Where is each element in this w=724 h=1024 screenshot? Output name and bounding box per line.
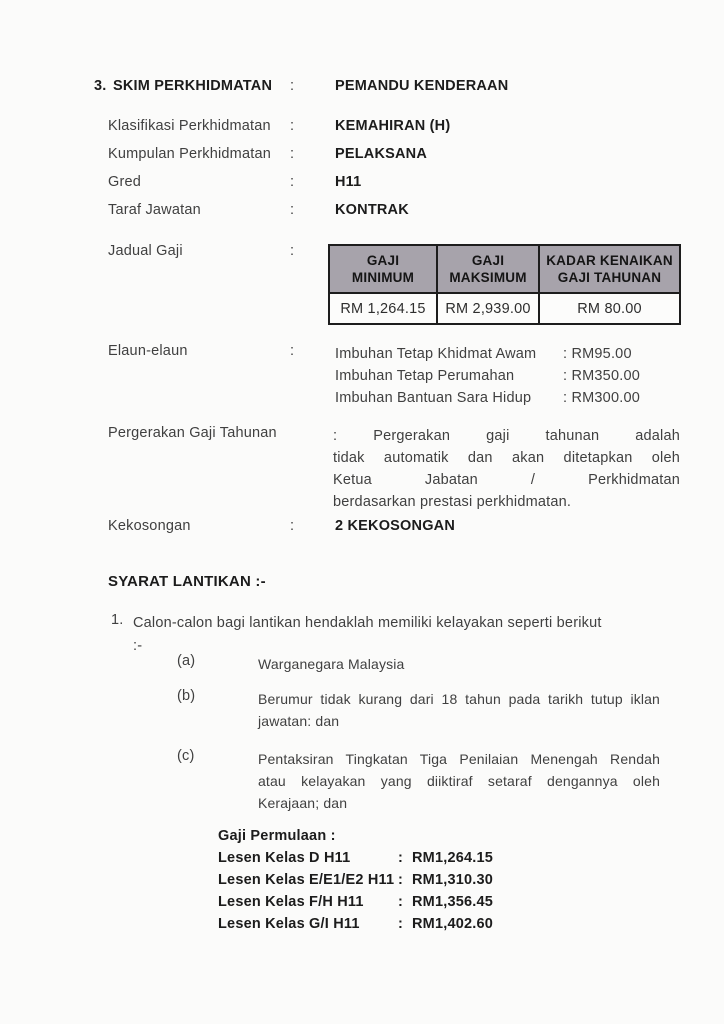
header-line: GAJI TAHUNAN xyxy=(557,270,662,285)
header-line: KADAR KENAIKAN xyxy=(546,253,673,268)
field-row-klasifikasi xyxy=(108,118,686,134)
field-row-gred xyxy=(108,174,686,190)
skim-label: SKIM PERKHIDMATAN xyxy=(113,78,273,94)
header-line: MINIMUM xyxy=(351,270,415,285)
allowance-amount: RM300.00 xyxy=(571,390,640,406)
licence-salary: RM1,264.15 xyxy=(412,850,493,866)
field-row-kumpulan xyxy=(108,146,686,162)
salary-table-row xyxy=(329,293,680,324)
licence-salary: RM1,310.30 xyxy=(412,872,493,888)
allowance-item xyxy=(335,343,640,365)
field-value: KONTRAK xyxy=(335,202,409,218)
allowance-name: Imbuhan Bantuan Sara Hidup xyxy=(335,390,532,406)
field-label: Klasifikasi Perkhidmatan xyxy=(108,118,271,134)
salary-min-value: RM 1,264.15 xyxy=(329,293,437,324)
appointment-conditions-heading: SYARAT LANTIKAN :- xyxy=(108,573,266,590)
colon-separator: : xyxy=(563,390,568,406)
colon-separator: : xyxy=(398,850,404,866)
paragraph-line: : Pergerakan gaji tahunan adalah xyxy=(333,428,680,444)
colon-separator: : xyxy=(290,243,295,259)
licence-class: Lesen Kelas E/E1/E2 H11 xyxy=(218,872,395,888)
field-label: Jadual Gaji xyxy=(108,243,183,259)
allowance-item xyxy=(335,365,640,387)
sub-item-marker-c: (c) xyxy=(177,748,195,764)
allowance-item xyxy=(335,387,640,409)
sub-item-c xyxy=(258,748,660,814)
field-label-pergerakan: Pergerakan Gaji Tahunan xyxy=(108,425,277,441)
sub-item-line: Pentaksiran Tingkatan Tiga Penilaian Menengah Rendah xyxy=(258,751,660,767)
colon-separator: : xyxy=(290,202,295,218)
field-row-kekosongan xyxy=(108,518,686,534)
vacancy-value: 2 KEKOSONGAN xyxy=(335,518,456,534)
field-row-skim xyxy=(94,78,686,94)
paragraph-line: berdasarkan prestasi perkhidmatan. xyxy=(333,494,572,510)
sub-item-marker-a: (a) xyxy=(177,653,196,669)
salary-table xyxy=(328,244,681,325)
colon-separator: : xyxy=(290,174,295,190)
colon-separator: : xyxy=(290,118,295,134)
sub-item-line: Warganegara Malaysia xyxy=(258,656,405,672)
starting-salary-row xyxy=(218,891,493,913)
sub-item-marker-b: (b) xyxy=(177,688,196,704)
field-row-taraf xyxy=(108,202,686,218)
field-value: PELAKSANA xyxy=(335,146,428,162)
field-label: Kekosongan xyxy=(108,518,191,534)
starting-salary-heading: Gaji Permulaan : xyxy=(218,828,336,844)
colon-separator: : xyxy=(398,872,404,888)
field-label: Taraf Jawatan xyxy=(108,202,201,218)
section-number: 3. xyxy=(94,78,107,94)
paragraph-line: tidak automatik dan akan ditetapkan oleh xyxy=(333,450,680,466)
sub-item-line: Berumur tidak kurang dari 18 tahun pada tarikh tutup iklan xyxy=(258,691,660,707)
allowance-list xyxy=(335,343,640,409)
starting-salary-block xyxy=(218,825,493,935)
colon-separator: : xyxy=(398,916,404,932)
sub-item-b xyxy=(258,688,660,732)
annual-increment-paragraph xyxy=(333,425,680,513)
allowance-name: Imbuhan Tetap Khidmat Awam xyxy=(335,346,537,362)
header-line: GAJI xyxy=(366,253,400,268)
sub-item-line: jawatan: dan xyxy=(258,713,340,729)
field-label: Elaun-elaun xyxy=(108,343,188,359)
salary-col-min xyxy=(329,245,437,293)
licence-class: Lesen Kelas G/I H11 xyxy=(218,916,360,932)
starting-salary-row xyxy=(218,913,493,935)
colon-separator: : xyxy=(290,78,295,94)
field-label: Gred xyxy=(108,174,142,190)
sub-item-a xyxy=(258,653,660,675)
sub-item-line: atau kelayakan yang diiktiraf setaraf dengannya oleh xyxy=(258,773,660,789)
skim-value: PEMANDU KENDERAAN xyxy=(335,78,509,94)
colon-separator: : xyxy=(398,894,404,910)
allowance-name: Imbuhan Tetap Perumahan xyxy=(335,368,515,384)
salary-increment-value: RM 80.00 xyxy=(539,293,680,324)
starting-salary-row xyxy=(218,847,493,869)
salary-max-value: RM 2,939.00 xyxy=(437,293,539,324)
list-number: 1. xyxy=(111,612,124,628)
field-value: KEMAHIRAN (H) xyxy=(335,118,451,134)
salary-col-max xyxy=(437,245,539,293)
allowance-amount: RM95.00 xyxy=(571,346,632,362)
allowance-amount: RM350.00 xyxy=(571,368,640,384)
list-item-line: :- xyxy=(133,638,143,654)
licence-class: Lesen Kelas D H11 xyxy=(218,850,351,866)
salary-table-body xyxy=(329,293,680,324)
paragraph-line: Ketua Jabatan / Perkhidmatan xyxy=(333,472,680,488)
salary-col-increment xyxy=(539,245,680,293)
header-line: GAJI xyxy=(471,253,505,268)
colon-separator: : xyxy=(563,368,568,384)
starting-salary-row xyxy=(218,869,493,891)
field-value: H11 xyxy=(335,174,362,190)
colon-separator: : xyxy=(290,518,295,534)
field-label: Kumpulan Perkhidmatan xyxy=(108,146,271,162)
list-item-line: Calon-calon bagi lantikan hendaklah memiliki kelayakan seperti berikut xyxy=(133,615,602,631)
colon-separator: : xyxy=(563,346,568,362)
list-item-1 xyxy=(133,612,602,658)
salary-table-header xyxy=(329,245,680,293)
sub-item-line: Kerajaan; dan xyxy=(258,795,348,811)
licence-salary: RM1,356.45 xyxy=(412,894,493,910)
header-line: MAKSIMUM xyxy=(449,270,527,285)
licence-class: Lesen Kelas F/H H11 xyxy=(218,894,364,910)
licence-salary: RM1,402.60 xyxy=(412,916,493,932)
colon-separator: : xyxy=(290,146,295,162)
colon-separator: : xyxy=(290,343,295,359)
